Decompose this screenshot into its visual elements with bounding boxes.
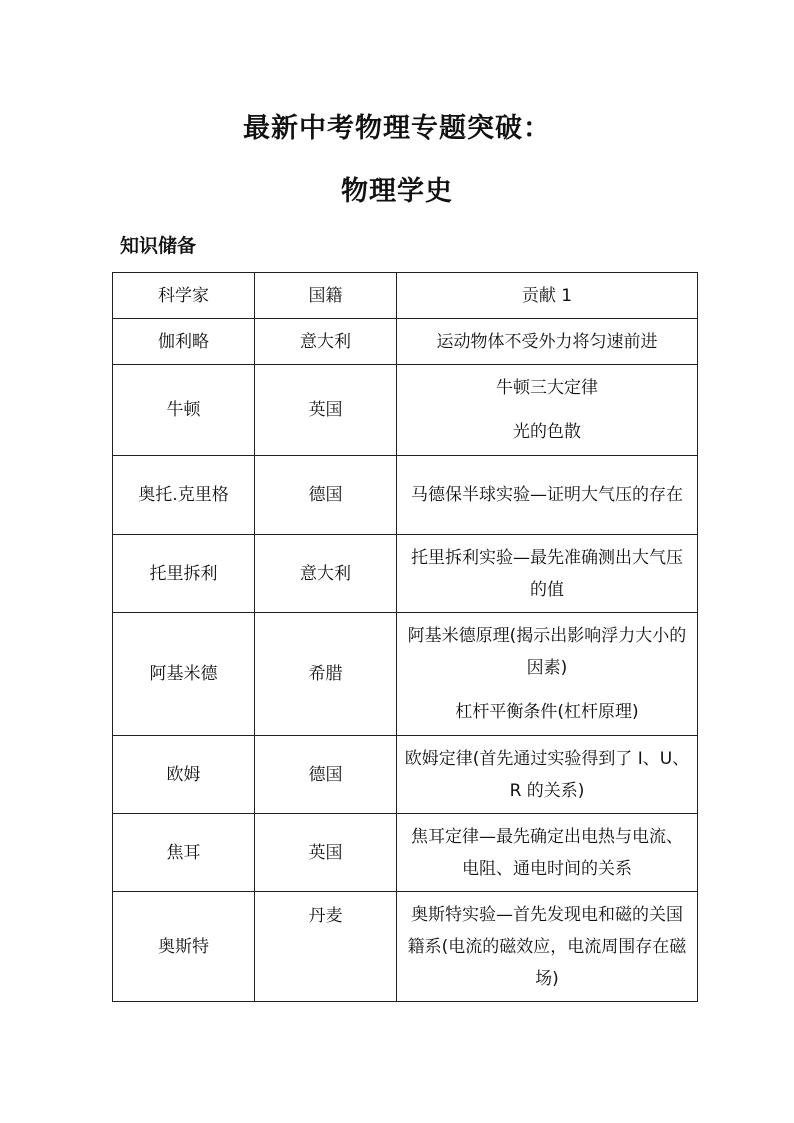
cell-scientist: 焦耳 xyxy=(113,814,255,892)
table-row xyxy=(113,535,698,613)
section-heading: 知识储备 xyxy=(120,235,197,257)
table-row xyxy=(113,319,698,365)
table-row xyxy=(113,365,698,456)
cell-nationality: 希腊 xyxy=(255,613,397,736)
cell-contribution xyxy=(397,613,698,736)
cell-contribution xyxy=(397,892,698,1002)
header-scientist: 科学家 xyxy=(113,273,255,319)
cell-scientist: 伽利略 xyxy=(113,319,255,365)
scientists-table xyxy=(112,272,698,1002)
cell-contribution xyxy=(397,319,698,365)
table-row xyxy=(113,613,698,736)
cell-contribution xyxy=(397,456,698,535)
cell-nationality: 英国 xyxy=(255,365,397,456)
contribution-text: 光的色散 xyxy=(513,422,581,442)
contribution-text: 马德保半球实验—证明大气压的存在 xyxy=(411,485,683,505)
cell-scientist: 奥托.克里格 xyxy=(113,456,255,535)
contribution-text: 奥斯特实验—首先发现电和磁的关国籍系(电流的磁效应，电流周围存在磁场) xyxy=(407,904,687,989)
table-row xyxy=(113,892,698,1002)
table-row xyxy=(113,456,698,535)
cell-nationality: 德国 xyxy=(255,456,397,535)
table-row xyxy=(113,736,698,814)
cell-nationality: 意大利 xyxy=(255,319,397,365)
cell-contribution xyxy=(397,365,698,456)
cell-contribution xyxy=(397,814,698,892)
header-contribution: 贡献 1 xyxy=(397,273,698,319)
cell-scientist: 牛顿 xyxy=(113,365,255,456)
contribution-text: 运动物体不受外力将匀速前进 xyxy=(436,331,658,352)
cell-scientist: 欧姆 xyxy=(113,736,255,814)
table-row xyxy=(113,814,698,892)
cell-contribution xyxy=(397,736,698,814)
contribution-text: 焦耳定律—最先确定出电热与电流、电阻、通电时间的关系 xyxy=(411,826,683,879)
cell-nationality: 意大利 xyxy=(255,535,397,613)
contribution-text: 牛顿三大定律 xyxy=(496,378,598,398)
cell-scientist: 托里拆利 xyxy=(113,535,255,613)
page-subtitle: 物理学史 xyxy=(341,176,453,207)
cell-nationality: 英国 xyxy=(255,814,397,892)
cell-scientist: 阿基米德 xyxy=(113,613,255,736)
cell-nationality: 丹麦 xyxy=(255,892,397,1002)
cell-scientist: 奥斯特 xyxy=(113,892,255,1002)
contribution-text: 杠杆平衡条件(杠杆原理) xyxy=(455,702,639,722)
cell-nationality: 德国 xyxy=(255,736,397,814)
contribution-text: 阿基米德原理(揭示出影响浮力大小的因素) xyxy=(407,626,687,678)
header-nationality: 国籍 xyxy=(255,273,397,319)
page-title: 最新中考物理专题突破： xyxy=(243,113,551,144)
cell-contribution xyxy=(397,535,698,613)
contribution-text: 欧姆定律(首先通过实验得到了 I、U、R 的关系) xyxy=(404,748,690,801)
table-header-row xyxy=(113,273,698,319)
contribution-text: 托里拆利实验—最先准确测出大气压的值 xyxy=(411,547,683,600)
